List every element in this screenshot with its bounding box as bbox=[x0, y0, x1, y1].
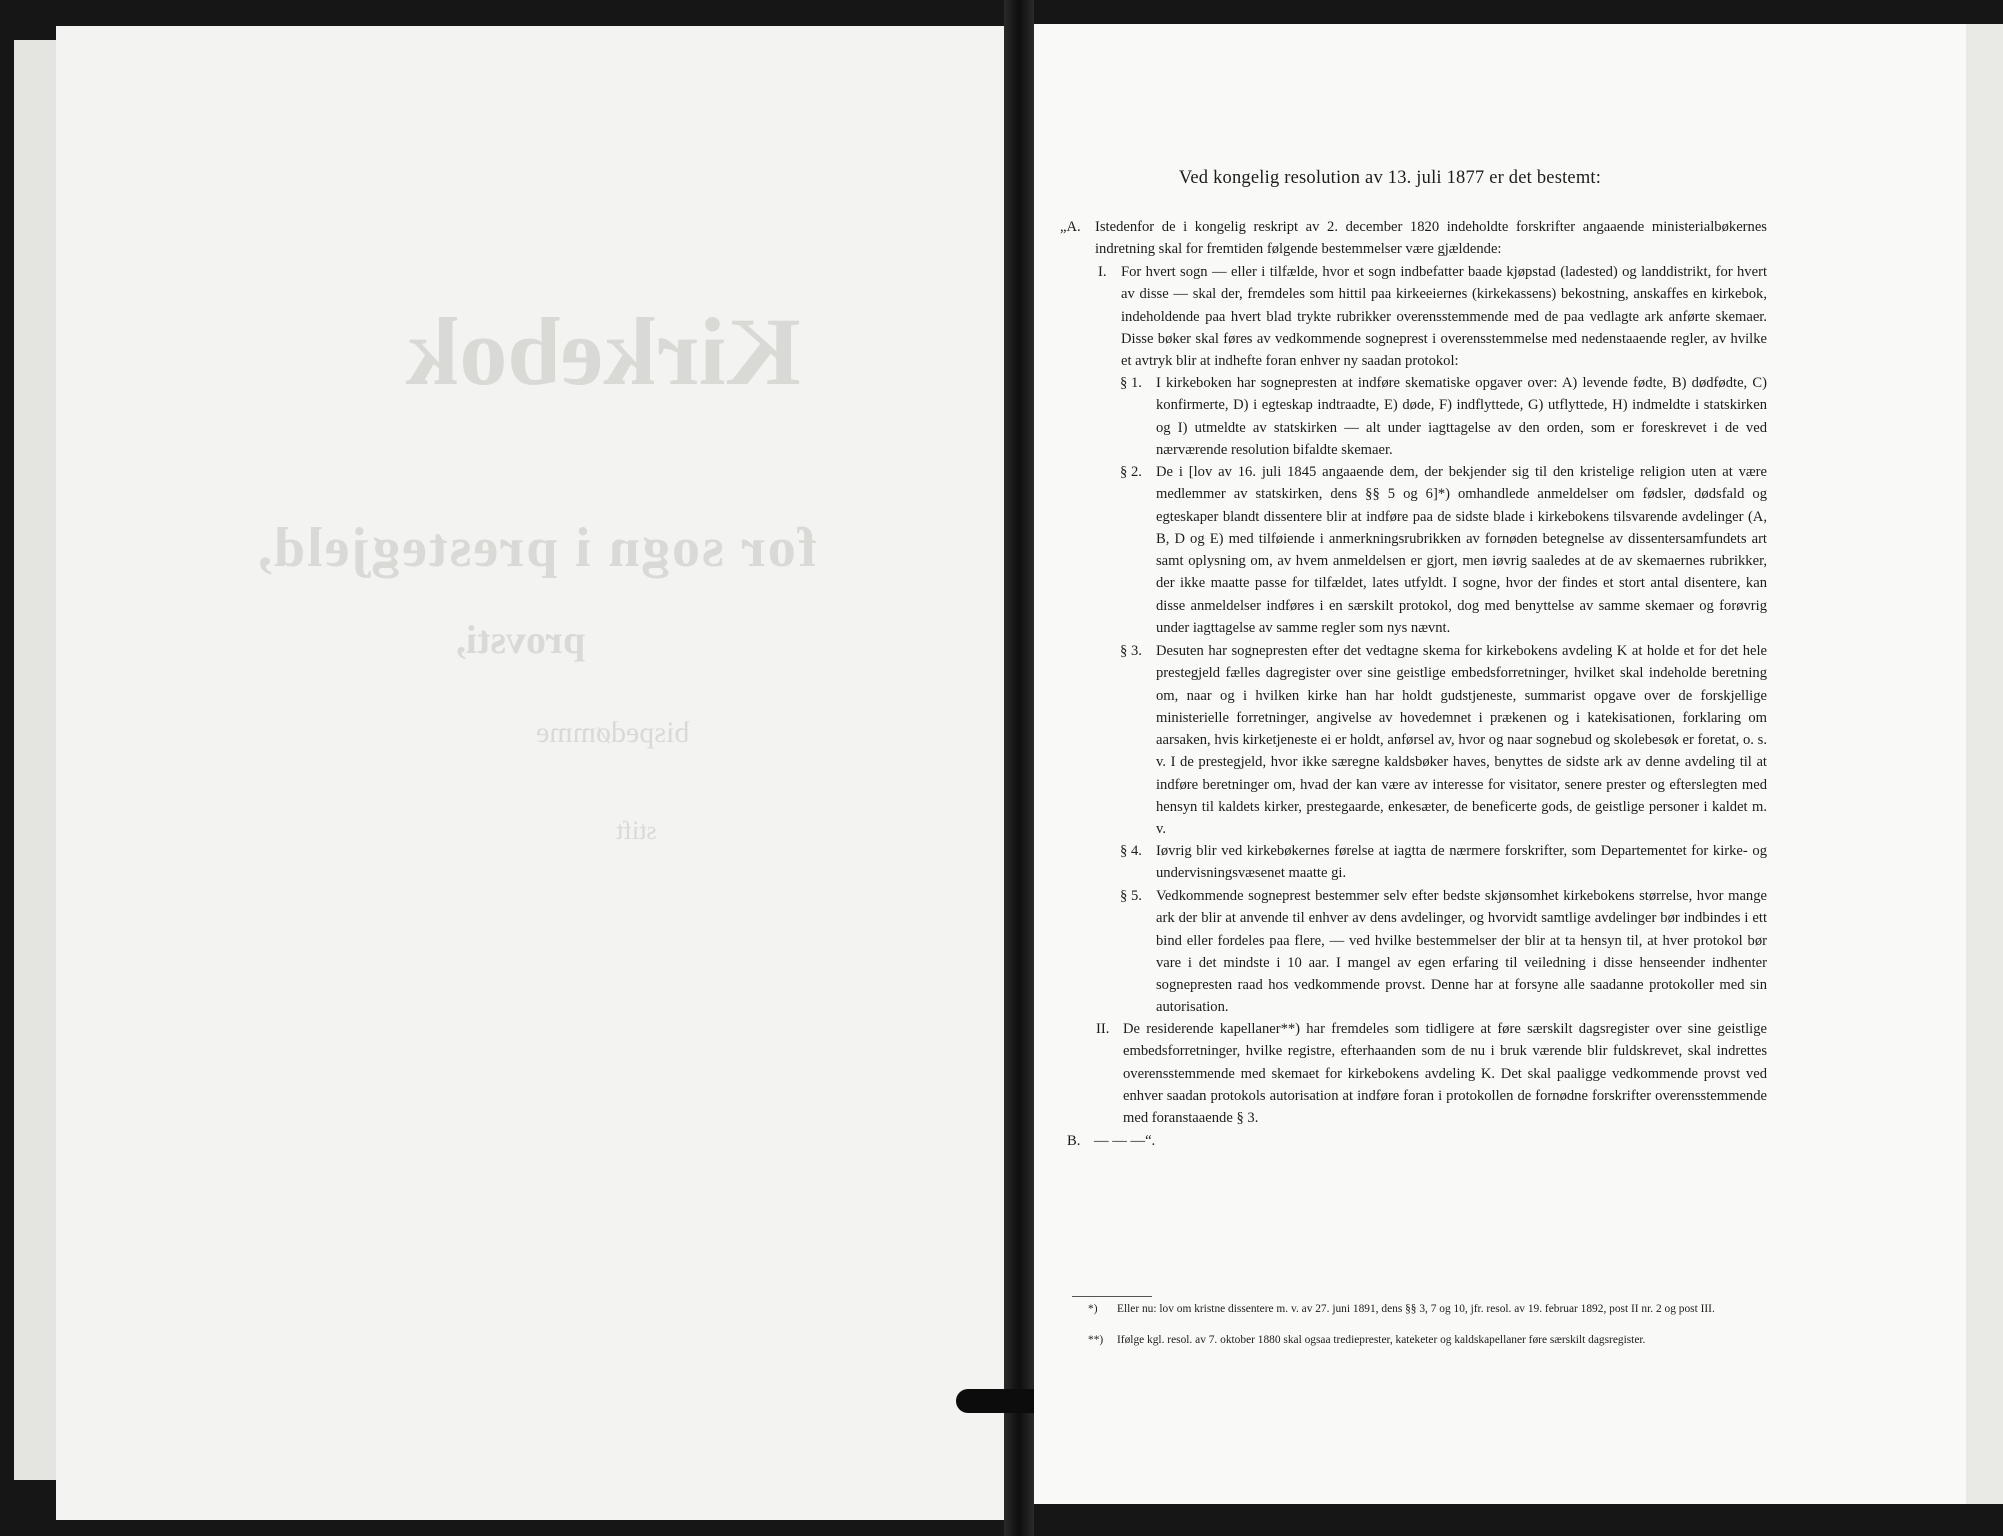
section-a-label: „A. bbox=[1060, 219, 1081, 235]
paragraph-3-label: § 3. bbox=[1120, 643, 1142, 659]
paragraph-1-label: § 1. bbox=[1120, 375, 1142, 391]
paragraph-3-text: Desuten har sognepresten efter det vedtagne skema for kirkebokens avdeling K at holde et for det hele prestegjeld fælles dagregister over sine geistlige embedsforretninger, hvilket skal indeholde beretning om, naar og i hvilken kirke han har holdt gudstjeneste, summarist opgave over de forskjellige ministerielle forretninger, angivelse av hovedemnet i prækenen og i katekisationen, forklaring om aarsaken, hvis kirketjeneste ei er holdt, anførsel av, hvor og naar sognebud og skolebesøk er foretat, o. s. v. I de prestegjeld, hvor ikke særegne kaldsbøker haves, benyttes de sidste ark av denne avdeling til at indføre beretninger om, hvad der kan være av interesse for visitator, senere prester og efterslegten med hensyn til kaldets kirker, prestegaarde, enkesæter, de beneficerte gods, de geistlige personer i kaldet m. v. bbox=[1156, 643, 1767, 838]
show-through-text: for sogn i prestegjeld, bbox=[256, 517, 817, 579]
book-edge bbox=[14, 40, 58, 1480]
footnote-1-text: Eller nu: lov om kristne dissentere m. v. av 27. juni 1891, dens §§ 3, 7 og 10, jfr. resol. av 19. februar 1892, post II nr. 2 og post III. bbox=[1117, 1303, 1715, 1315]
paragraph-5-label: § 5. bbox=[1120, 888, 1142, 904]
show-through-text: provsti, bbox=[456, 617, 586, 662]
section-a-text: Istedenfor de i kongelig reskript av 2. december 1820 indeholdte forskrifter angaaende ministerialbøkernes indretning skal for fremtiden følgende bestemmelser være gjældende: bbox=[1095, 219, 1767, 258]
show-through-text: stift bbox=[616, 816, 657, 845]
book-gutter bbox=[1004, 0, 1034, 1536]
page-edge-shadow bbox=[1966, 24, 2003, 1504]
paragraph-2-label: § 2. bbox=[1120, 464, 1142, 480]
section-i-label: I. bbox=[1098, 264, 1107, 280]
paragraph-5-text: Vedkommende sogneprest bestemmer selv efter bedste skjønsomhet kirkebokens størrelse, hvor mange ark der blir at anvende til enhver av dens avdelinger, og hvorvidt samtlige avdelinger bør indbindes i ett bind eller fordeles paa flere, — ved hvilke bestemmelser der blir at ta hensyn til, at hver protokol bør vare i det mindste i 10 aar. I mangel av egen erfaring til veiledning i disse henseender indhenter sognepresten raad hos vedkommende provst. Denne har at forsyne alle saadanne protokoller med sin autorisation. bbox=[1156, 888, 1767, 1016]
section-ii-label: II. bbox=[1096, 1021, 1110, 1037]
document-heading: Ved kongelig resolution av 13. juli 1877 er det bestemt: bbox=[1178, 168, 1602, 188]
paragraph-4-label: § 4. bbox=[1120, 843, 1142, 859]
footnote-rule bbox=[1072, 1296, 1152, 1297]
paragraph-4-text: Iøvrig blir ved kirkebøkernes førelse at iagtta de nærmere forskrifter, som Departementet for kirke- og undervisningsvæsenet maatte gi. bbox=[1156, 843, 1767, 882]
footnote-2-mark: **) bbox=[1088, 1334, 1104, 1346]
section-b-label: B. bbox=[1067, 1133, 1081, 1149]
section-b-text: — — —“. bbox=[1094, 1133, 1156, 1149]
show-through-text: bispedømme bbox=[536, 716, 690, 749]
section-i-text: For hvert sogn — eller i tilfælde, hvor et sogn indbefatter baade kjøpstad (ladested) og landdistrikt, for hvert av disse — skal der, fremdeles som hittil paa kirkeeiernes (kirkekassens) bekostning, anskaffes en kirkebok, indeholdende paa hvert blad trykte rubrikker overensstemmende med de paa vedlagte ark anførte skemaer. Disse bøker skal føres av vedkommende sogneprest i overensstemmelse med nedenstaaende regler, av hvilke et avtryk blir at indhefte foran enhver ny saadan protokol: bbox=[1121, 264, 1767, 370]
left-page bbox=[56, 26, 1004, 1520]
paragraph-1-text: I kirkeboken har sognepresten at indføre skematiske opgaver over: A) levende fødte, B) dødfødte, C) konfirmerte, D) i egteskap indtraadte, E) døde, F) indflyttede, G) utflyttede, H) indmeldte i statskirken og I) utmeldte av statskirken — alt under iagttagelse av den orden, som er foreskrevet i de ved nærværende resolution bifaldte skemaer. bbox=[1156, 375, 1767, 458]
footnote-1-mark: *) bbox=[1088, 1303, 1098, 1315]
footnote-2-text: Ifølge kgl. resol. av 7. oktober 1880 skal ogsaa tredieprester, kateketer og kaldskapellaner føre særskilt dagsregister. bbox=[1117, 1334, 1646, 1346]
section-ii-text: De residerende kapellaner**) har fremdeles som tidligere at føre særskilt dagsregister over sine geistlige embedsforretninger, hvilke registre, efterhaanden som de nu i bruk værende blir fuldskrevet, skal indrettes overensstemmende med skemaet for kirkebokens avdeling K. Det skal paaligge vedkommende provst ved enhver saadan protokols autorisation at indføre foran i protokollen de fornødne forskrifter overensstemmende med foranstaaende § 3. bbox=[1123, 1021, 1767, 1127]
paragraph-2-text: De i [lov av 16. juli 1845 angaaende dem, der bekjender sig til den kristelige religion uten at være medlemmer av statskirken, dens §§ 5 og 6]*) omhandlede anmeldelser om fødsler, dødsfald og egteskaper blandt dissentere blir at indføre paa de sidste blade i kirkebokens tilsvarende avdelinger (A, B, D og E) med tilføiende i anmerkningsrubrikken av fornøden betegnelse av dissentersamfundets art samt oplysning om, av hvem anmeldelsen er gjort, men iøvrig saaledes at de av skemaernes rubrikker, der ikke maatte passe for tilfældet, lates utfyldt. I sogne, hvor der findes et stort antal disentere, kan disse anmeldelser indføres i en særskilt protokol, dog med benyttelse av samme skemaer og forøvrig under iagttagelse av samme regler som nys nævnt. bbox=[1156, 464, 1767, 637]
show-through-text: Kirkebok bbox=[406, 298, 801, 405]
